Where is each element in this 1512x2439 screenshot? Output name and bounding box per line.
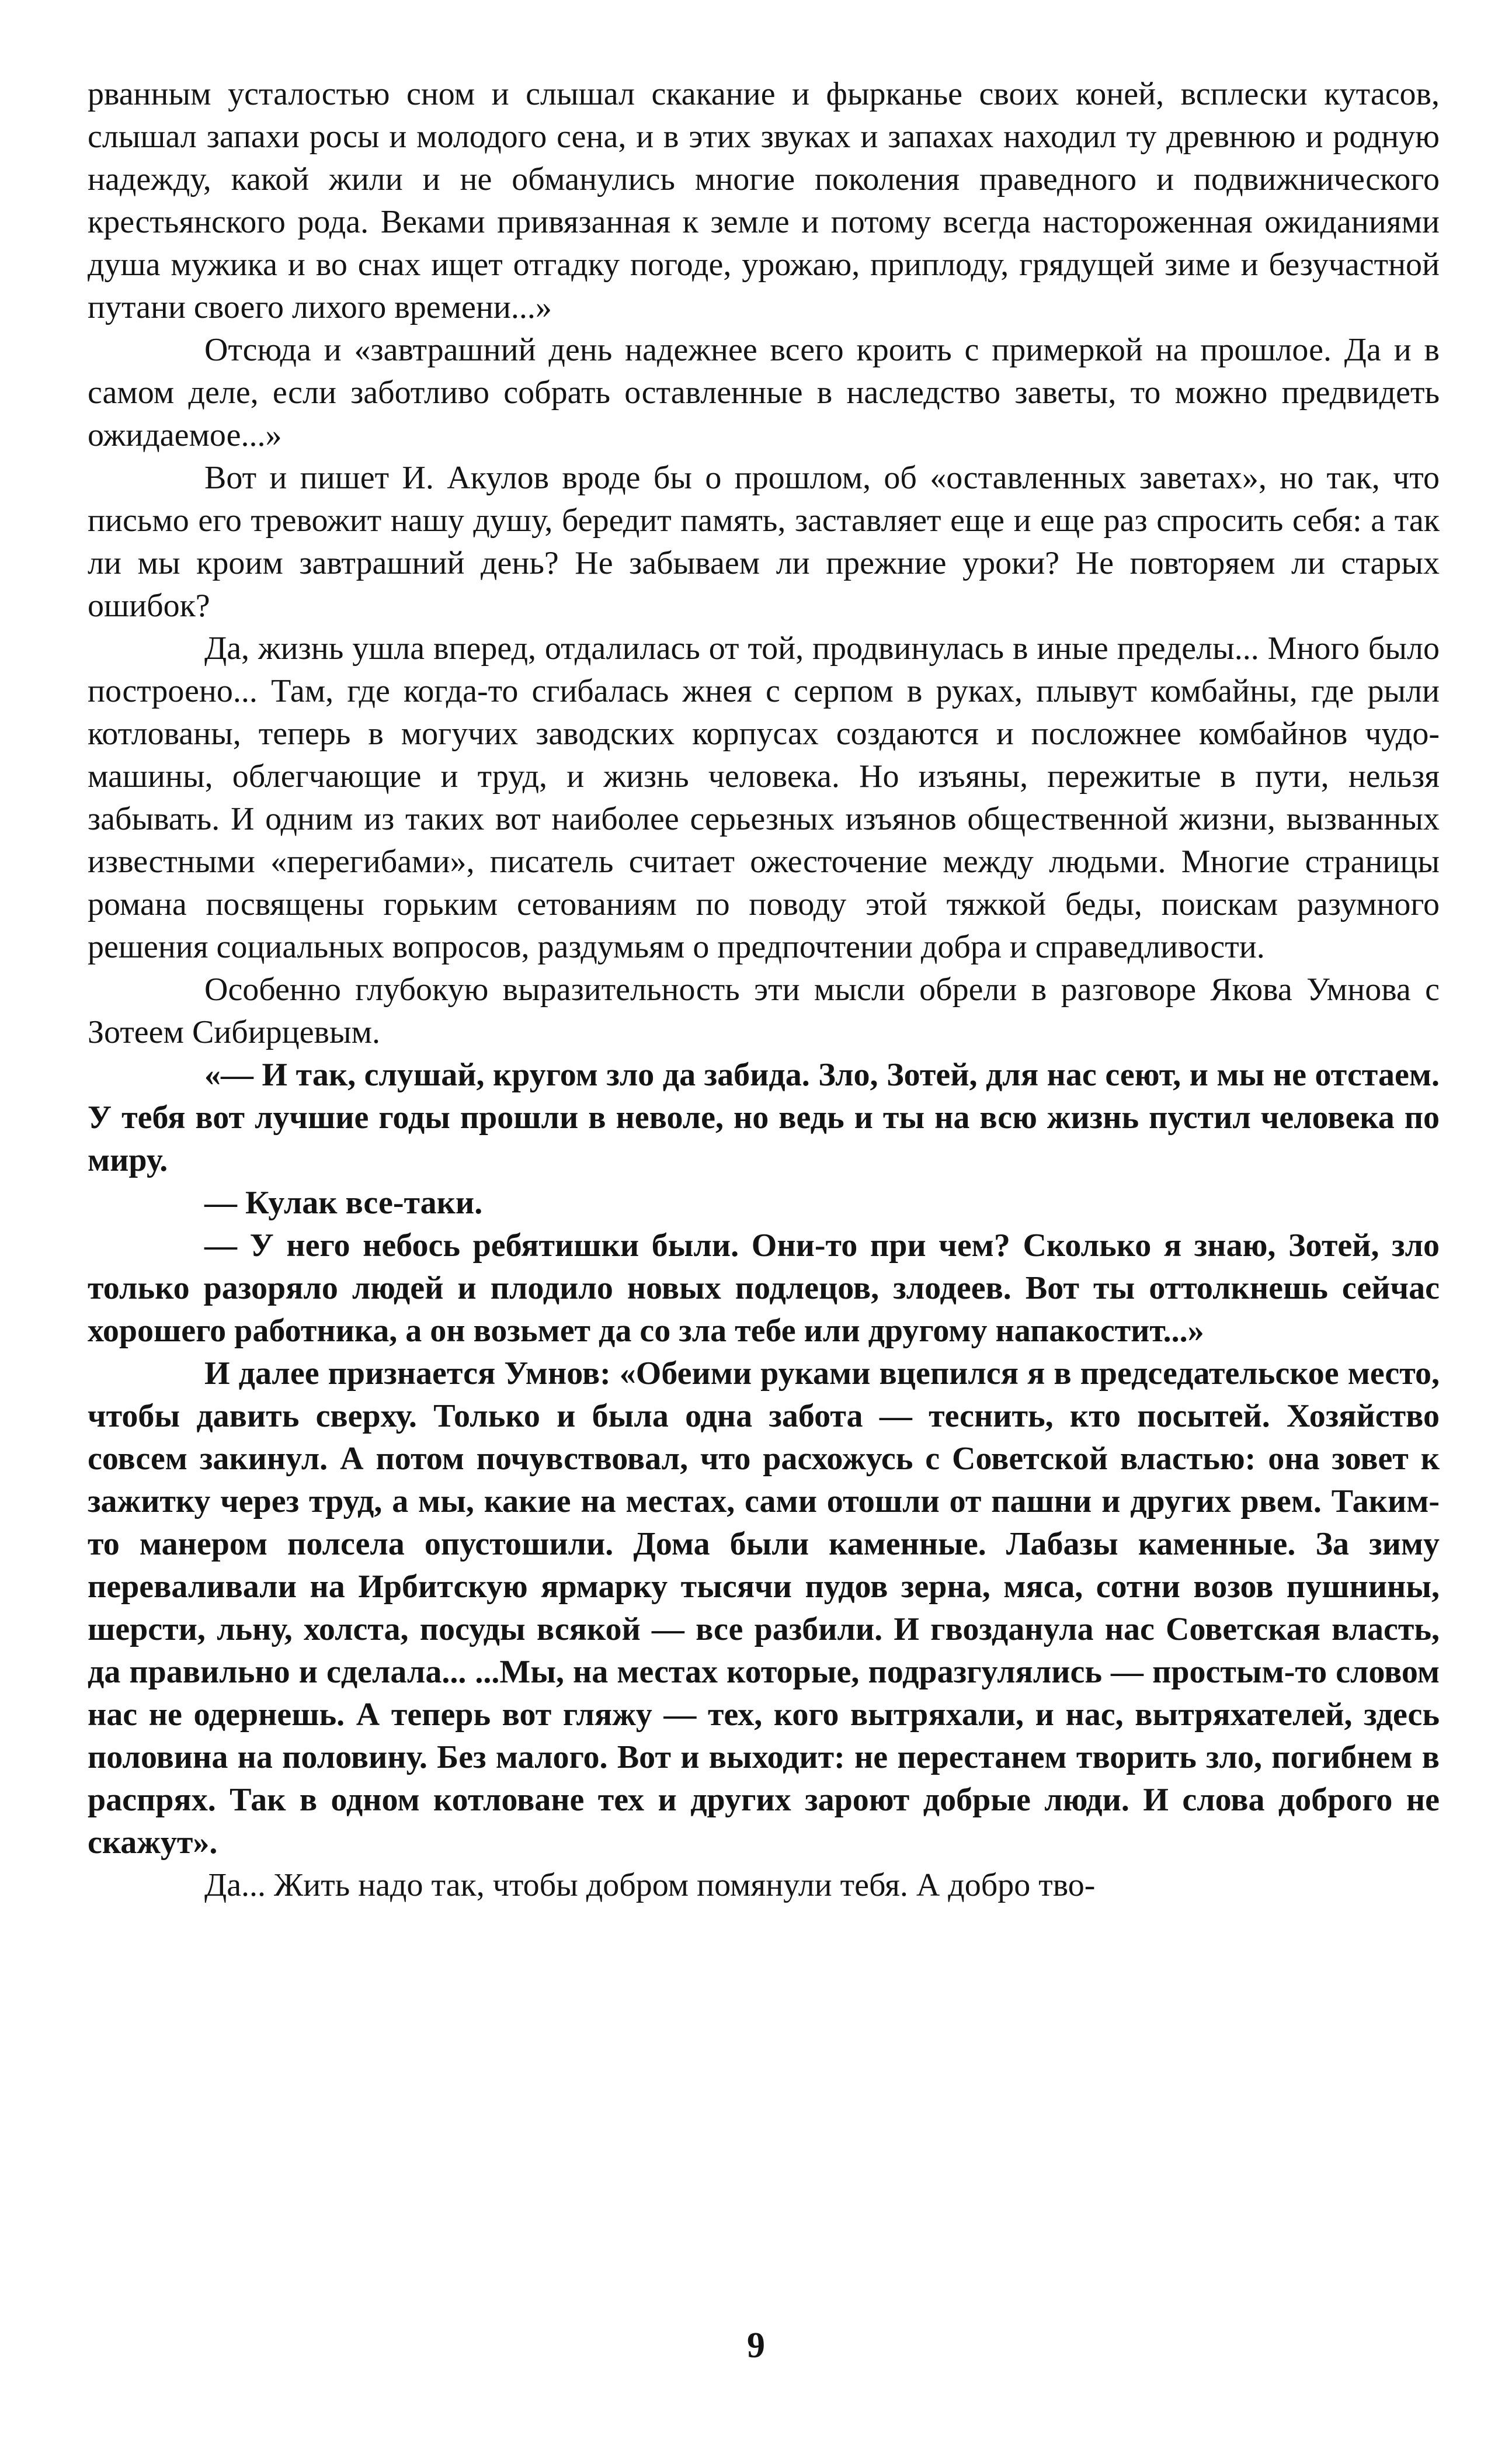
dialogue-quote-4: И далее признается Умнов: «Обеими руками вцепился я в председательское место, чтобы давить сверху. Только и была одна забота — теснить, кто посытей. Хозяйство совсем закинул. А потом почувствовал, что расхожусь с Советской властью: она зовет к зажитку через труд, а мы, какие на местах, сами отошли от пашни и других рвем. Таким-то манером полсела опустошили. Дома были каменные. Лабазы каменные. За зиму переваливали на Ирбитскую ярмарку тысячи пудов зерна, мяса, сотни возов пушнины, шерсти, льну, холста, посуды всякой — все разбили. И гвозданула нас Советская власть, да правильно и сделала... ...Мы, на местах которые, подразгулялись — простым-то словом нас не одернешь. А теперь вот гляжу — тех, кого вытряхали, и нас, вытряхателей, здесь половина на половину. Без малого. Вот и выходит: не перестанем творить зло, погибнем в распрях. Так в одном котловане тех и других зароют добрые люди. И слова доброго не скажут». [88, 1355, 1440, 1861]
paragraph-2: Отсюда и «завтрашний день надежнее всего кроить с примеркой на прошлое. Да и в самом деле, если заботливо собрать оставленные в наследство заветы, то можно предвидеть ожидаемое...» [88, 332, 1440, 453]
page-number: 9 [747, 2326, 765, 2365]
paragraph-5: Особенно глубокую выразительность эти мысли обрели в разговоре Якова Умнова с Зотеем Сибирцевым. [88, 972, 1440, 1050]
dialogue-quote-2: — Кулак все-таки. [204, 1185, 483, 1221]
paragraph-4: Да, жизнь ушла вперед, отдалилась от той, продвинулась в иные пределы... Много было построено... Там, где когда-то сгибалась жнея с серпом в руках, плывут комбайны, где рыли котлованы, теперь в могучих заводских корпусах создаются и посложнее комбайнов чудо-машины, облегчающие и труд, и жизнь человека. Но изъяны, пережитые в пути, нельзя забывать. И одним из таких вот наиболее серьезных изъянов общественной жизни, вызванных известными «перегибами», писатель считает ожесточение между людьми. Многие страницы романа посвящены горьким сетованиям по поводу этой тяжкой беды, поискам разумного решения социальных вопросов, раздумьям о предпочтении добра и справедливости. [88, 630, 1440, 965]
book-page [88, 73, 1440, 2410]
paragraph-final: Да... Жить надо так, чтобы добром помянули тебя. А добро тво- [204, 1867, 1096, 1903]
paragraph-3: Вот и пишет И. Акулов вроде бы о прошлом, об «оставленных заветах», но так, что письмо его тревожит нашу душу, бередит память, заставляет еще и еще раз спросить себя: а так ли мы кроим завтрашний день? Не забываем ли прежние уроки? Не повторяем ли старых ошибок? [88, 460, 1440, 624]
dialogue-quote-1: «— И так, слушай, кругом зло да забида. Зло, Зотей, для нас сеют, и мы не отстаем. У тебя вот лучшие годы прошли в неволе, но ведь и ты на всю жизнь пустил человека по миру. [88, 1057, 1440, 1178]
paragraph-1: рванным усталостью сном и слышал скакание и фырканье своих коней, всплески кутасов, слышал запахи росы и молодого сена, и в этих звуках и запахах находил ту древнюю и родную надежду, какой жили и не обманулись многие поколения праведного и подвижнического крестьянского рода. Веками привязанная к земле и потому всегда настороженная ожиданиями душа мужика и во снах ищет отгадку погоде, урожаю, приплоду, грядущей зиме и безучастной путани своего лихого времени...» [88, 76, 1440, 325]
dialogue-quote-3: — У него небось ребятишки были. Они-то при чем? Сколько я знаю, Зотей, зло только разоряло людей и плодило новых подлецов, злодеев. Вот ты оттолкнешь сейчас хорошего работника, а он возьмет да со зла тебе или другому напакостит...» [88, 1227, 1440, 1349]
